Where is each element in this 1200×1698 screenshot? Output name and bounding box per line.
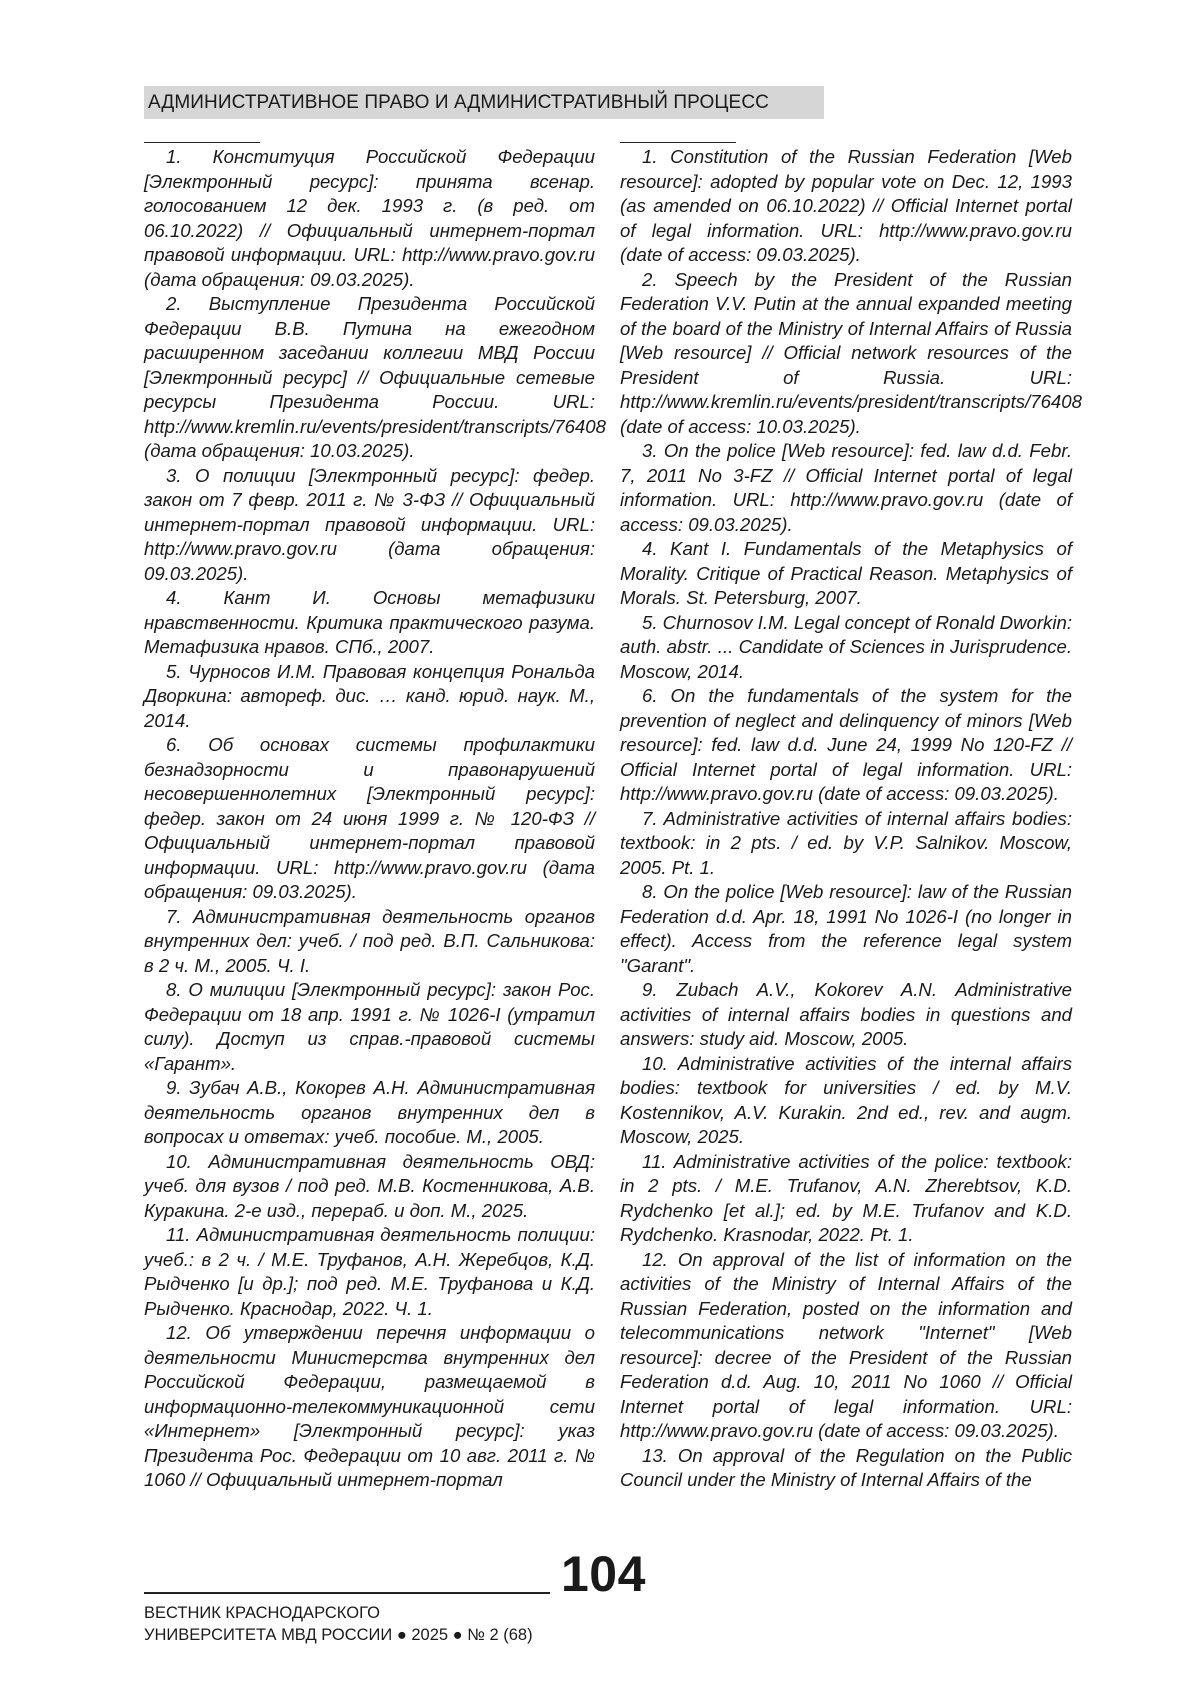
reference-ru-11: 11. Административная деятельность полиции: учеб.: в 2 ч. / М.Е. Труфанов, А.Н. Жеребцов, К.Д. Рыдченко [и др.]; под ред. М.Е. Труфанова и К.Д. Рыдченко. Краснодар, 2022. Ч. 1. (144, 1224, 595, 1319)
reference-en-7: 7. Administrative activities of internal affairs bodies: textbook: in 2 pts. / ed. by V.P. Salnikov. Moscow, 2005. Pt. 1. (620, 807, 1072, 878)
reference-ru-6: 6. Об основах системы профилактики безнадзорности и правонарушений несовершеннолетних [Электронный ресурс]: федер. закон от 24 июня 1999 г. № 120-ФЗ // Официальный интернет-портал правовой информации. URL: http://www.pravo.gov.ru (дата обращения: 09.03.2025). (144, 734, 595, 902)
reference-en-5: 5. Churnosov I.M. Legal concept of Ronald Dworkin: auth. abstr. ... Candidate of Sciences in Jurisprudence. Moscow, 2014. (620, 611, 1072, 682)
journal-title (144, 1602, 533, 1646)
reference-ru-5: 5. Чурносов И.М. Правовая концепция Рональда Дворкина: автореф. дис. … канд. юрид. наук. М., 2014. (144, 660, 595, 731)
reference-ru-4: 4. Кант И. Основы метафизики нравственности. Критика практического разума. Метафизика нравов. СПб., 2007. (144, 587, 595, 657)
journal-title-line1: ВЕСТНИК КРАСНОДАРСКОГО (144, 1604, 380, 1622)
reference-ru-7: 7. Административная деятельность органов внутренних дел: учеб. / под ред. В.П. Сальникова: в 2 ч. М., 2005. Ч. I. (144, 905, 595, 976)
page-number: 104 (561, 1546, 646, 1602)
reference-ru-9: 9. Зубач А.В., Кокорев А.Н. Административная деятельность органов внутренних дел в вопросах и ответах: учеб. пособие. М., 2005. (144, 1077, 595, 1147)
reference-ru-10: 10. Административная деятельность ОВД: учеб. для вузов / под ред. М.В. Костенникова, А.В. Куракина. 2-е изд., перераб. и доп. М., 2025. (144, 1150, 595, 1221)
reference-en-1: 1. Constitution of the Russian Federation [Web resource]: adopted by popular vote on Dec. 12, 1993 (as amended on 06.10.2022) // Official Internet portal of legal information. URL: http://www.pravo.gov.ru (date of access: 09.03.2025). (620, 146, 1072, 265)
reference-en-3: 3. On the police [Web resource]: fed. law d.d. Febr. 7, 2011 No 3-FZ // Official Internet portal of legal information. URL: http://www.pravo.gov.ru (date of access: 09.03.2025). (620, 440, 1072, 535)
reference-ru-12: 12. Об утверждении перечня информации о деятельности Министерства внутренних дел Российской Федерации, размещаемой в информационно-телекоммуникационной сети «Интернет» [Электронный ресурс]: указ Президента Рос. Федерации от 10 авг. 2011 г. № 1060 // Официальный интернет-портал (144, 1322, 595, 1490)
reference-en-13: 13. On approval of the Regulation on the Public Council under the Ministry of Internal Affairs of the (620, 1444, 1072, 1490)
reference-en-12: 12. On approval of the list of information on the activities of the Ministry of Internal Affairs of the Russian Federation, posted on the information and telecommunications network "Internet" [Web resource]: decree of the President of the Russian Federation d.d. Aug. 10, 2011 No 1060 // Official Internet portal of legal information. URL: http://www.pravo.gov.ru (date of access: 09.03.2025). (620, 1248, 1072, 1441)
references-english (620, 145, 1082, 1493)
reference-en-11: 11. Administrative activities of the police: textbook: in 2 pts. / M.E. Trufanov, A.N. Zherebtsov, K.D. Rydchenko [et al.]; ed. by M.E. Trufanov and K.D. Rydchenko. Krasnodar, 2022. Pt. 1. (620, 1150, 1072, 1245)
footer-rule (144, 1592, 550, 1594)
references-rule-left (144, 142, 260, 143)
reference-ru-2: 2. Выступление Президента Российской Федерации В.В. Путина на ежегодном расширенном заседании коллегии МВД России [Электронный ресурс] // Официальные сетевые ресурсы Президента России. URL: http://www.kremlin.ru/events/president/transcripts/76408 (дата обращения: 10.03.2025). (144, 293, 606, 461)
references-russian (144, 145, 606, 1493)
reference-ru-3: 3. О полиции [Электронный ресурс]: федер. закон от 7 февр. 2011 г. № 3-ФЗ // Официальный интернет-портал правовой информации. URL: http://www.pravo.gov.ru (дата обращения: 09.03.2025). (144, 464, 595, 584)
references-rule-right (620, 142, 736, 143)
reference-en-4: 4. Kant I. Fundamentals of the Metaphysics of Morality. Critique of Practical Reason. Metaphysics of Morals. St. Petersburg, 2007. (620, 538, 1072, 608)
reference-en-6: 6. On the fundamentals of the system for the prevention of neglect and delinquency of minors [Web resource]: fed. law d.d. June 24, 1999 No 120-FZ // Official Internet portal of legal information. URL: http://www.pravo.gov.ru (date of access: 09.03.2025). (620, 685, 1072, 804)
section-header: АДМИНИСТРАТИВНОЕ ПРАВО И АДМИНИСТРАТИВНЫЙ ПРОЦЕСС (144, 86, 824, 119)
reference-ru-8: 8. О милиции [Электронный ресурс]: закон Рос. Федерации от 18 апр. 1991 г. № 1026-I (утратил силу). Доступ из справ.-правовой системы «Гарант». (144, 979, 595, 1074)
reference-en-9: 9. Zubach A.V., Kokorev A.N. Administrative activities of internal affairs bodies in questions and answers: study aid. Moscow, 2005. (620, 979, 1072, 1049)
reference-en-10: 10. Administrative activities of the internal affairs bodies: textbook for universities / ed. by M.V. Kostennikov, A.V. Kurakin. 2nd ed., rev. and augm. Moscow, 2025. (620, 1052, 1072, 1147)
reference-en-2: 2. Speech by the President of the Russian Federation V.V. Putin at the annual expanded meeting of the board of the Ministry of Internal Affairs of Russia [Web resource] // Official network resources of the President of Russia. URL: http://www.kremlin.ru/events/president/transcripts/76408 (date of access: 10.03.2025). (620, 268, 1082, 437)
reference-en-8: 8. On the police [Web resource]: law of the Russian Federation d.d. Apr. 18, 1991 No 1026-I (no longer in effect). Access from the reference legal system "Garant". (620, 881, 1072, 976)
journal-title-line2: УНИВЕРСИТЕТА МВД РОССИИ ● 2025 ● № 2 (68) (144, 1626, 533, 1644)
reference-ru-1: 1. Конституция Российской Федерации [Электронный ресурс]: принята всенар. голосованием 12 дек. 1993 г. (в ред. от 06.10.2022) // Официальный интернет-портал правовой информации. URL: http://www.pravo.gov.ru (дата обращения: 09.03.2025). (144, 146, 595, 290)
